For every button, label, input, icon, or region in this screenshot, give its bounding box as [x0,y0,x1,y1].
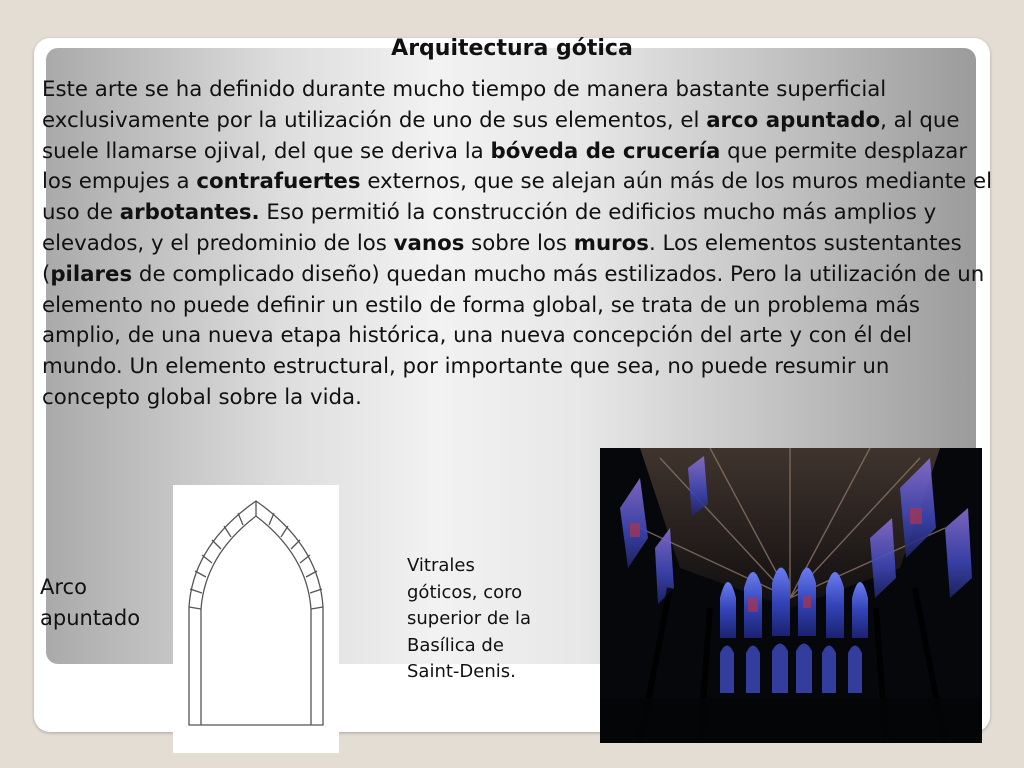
text-run: . Los elementos sustentantes ( [42,230,962,287]
stained-glass-photo-icon [600,448,982,743]
text-run: sobre los [464,230,574,256]
bold-term: vanos [393,230,465,256]
pointed-arch-diagram [173,485,339,753]
text-run: que permite desplazar los empujes a [42,138,968,195]
caption-line: Vitrales [407,555,475,576]
bold-term: arco apuntado [706,107,881,133]
bold-term: arbotantes. [119,200,260,226]
caption-line: góticos, coro [407,581,523,603]
text-run: Este arte se ha definido durante mucho tiempo de manera bastante superficial exclusivamente por la utilización de uno de sus elementos, el [42,77,887,133]
caption-line: Saint-Denis. [407,661,516,682]
text-run: Eso permitió la construcción de edificios mucho más amplios y elevados, y el predominio de los [42,200,937,256]
text-run: , al que suele llamarse ojival, del que se deriva la [42,107,960,164]
slide-title: Arquitectura gótica [391,36,633,61]
text-run: externos, que se alejan aún más de los muros mediante el uso de [42,169,992,226]
arch-label-line: Arco [40,575,87,599]
bold-term: contrafuertes [196,169,361,195]
arch-label [40,572,140,634]
body-paragraph [42,75,992,414]
stained-glass-photo [600,448,982,743]
bold-term: bóveda de crucería [490,138,721,164]
caption-line: superior de la [407,608,532,629]
bold-term: pilares [50,261,133,287]
pointed-arch-icon [173,485,339,753]
arch-label-line: apuntado [40,606,141,630]
text-run: de complicado diseño) quedan mucho más estilizados. Pero la utilización de un elemento no puede definir un estilo de forma global, se trata de un problema más amplio, de una nueva etapa histórica, una nueva concepción del arte y con él del mundo. Un elemento estructural, por importante que sea, no puede resumir un concepto global sobre la vida. [42,261,985,410]
photo-caption [407,553,582,686]
caption-line: Basílica de [407,634,504,656]
bold-term: muros [573,230,649,256]
